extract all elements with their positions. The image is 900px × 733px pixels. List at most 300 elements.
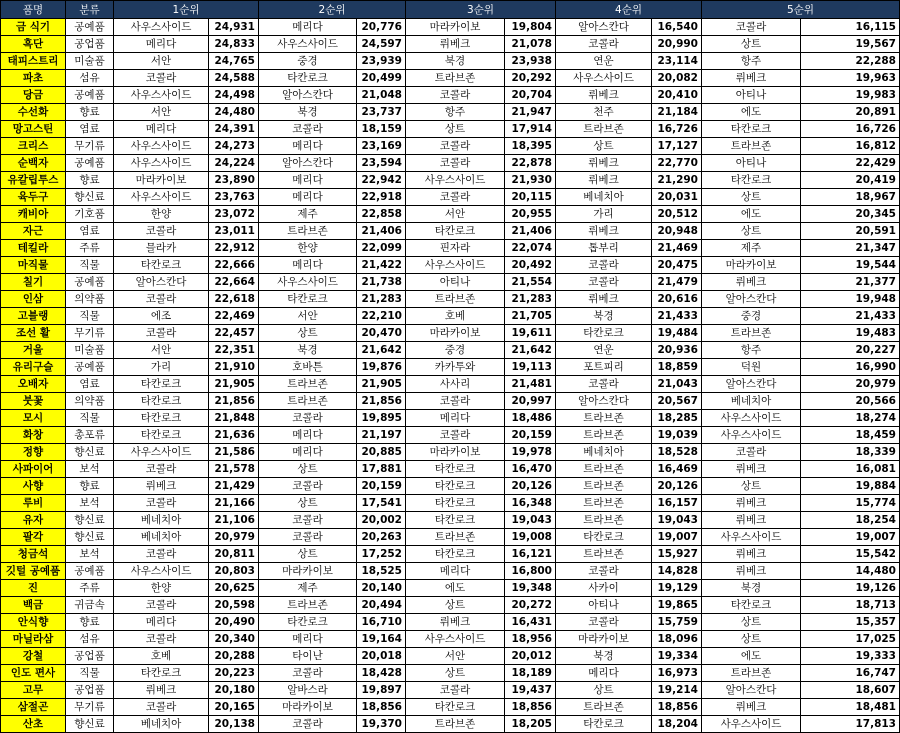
rank-2-city: 메리다 [259, 444, 357, 461]
rank-1-city: 에조 [114, 308, 209, 325]
rank-4-price: 20,082 [652, 70, 702, 87]
item-category: 직물 [66, 410, 114, 427]
rank-4-city: 사카이 [556, 580, 652, 597]
rank-1-city: 타칸로크 [114, 393, 209, 410]
rank-5-price: 19,007 [801, 529, 900, 546]
table-row [1, 512, 900, 529]
rank-3-city: 카카투와 [406, 359, 505, 376]
rank-5-city: 뤼베크 [702, 512, 801, 529]
rank-4-price: 21,184 [652, 104, 702, 121]
rank-3-price: 20,126 [505, 478, 556, 495]
rank-3-city: 뤼베크 [406, 614, 505, 631]
rank-3-price: 20,159 [505, 427, 556, 444]
rank-4-city: 타칸로크 [556, 529, 652, 546]
rank-1-city: 코콜라 [114, 291, 209, 308]
rank-5-price: 22,288 [801, 53, 900, 70]
rank-3-city: 호베 [406, 308, 505, 325]
rank-1-price: 24,480 [209, 104, 259, 121]
rank-5-price: 20,591 [801, 223, 900, 240]
rank-5-price: 16,990 [801, 359, 900, 376]
rank-5-price: 16,081 [801, 461, 900, 478]
rank-2-city: 상트 [259, 461, 357, 478]
rank-3-price: 18,189 [505, 665, 556, 682]
table-row [1, 478, 900, 495]
item-category: 직물 [66, 308, 114, 325]
item-category: 향료 [66, 478, 114, 495]
rank-1-city: 베네치아 [114, 529, 209, 546]
item-category: 미술품 [66, 342, 114, 359]
rank-3-city: 트라브존 [406, 70, 505, 87]
item-name: 자근 [1, 223, 66, 240]
rank-3-price: 16,800 [505, 563, 556, 580]
table-row [1, 121, 900, 138]
rank-5-city: 상트 [702, 614, 801, 631]
item-category: 미술품 [66, 53, 114, 70]
rank-4-city: 트라브존 [556, 461, 652, 478]
rank-3-price: 18,486 [505, 410, 556, 427]
item-name: 백금 [1, 597, 66, 614]
rank-5-city: 트라브존 [702, 665, 801, 682]
rank-5-price: 18,713 [801, 597, 900, 614]
item-category: 보석 [66, 461, 114, 478]
table-row [1, 410, 900, 427]
rank-4-price: 22,770 [652, 155, 702, 172]
rank-1-city: 마라카이보 [114, 172, 209, 189]
rank-5-city: 뤼베크 [702, 563, 801, 580]
rank-4-city: 타칸로크 [556, 716, 652, 733]
rank-2-city: 사우스사이드 [259, 36, 357, 53]
rank-5-city: 아티나 [702, 155, 801, 172]
rank-1-city: 믈라카 [114, 240, 209, 257]
rank-3-city: 에도 [406, 580, 505, 597]
rank-4-price: 19,043 [652, 512, 702, 529]
rank-4-city: 베네치아 [556, 444, 652, 461]
rank-1-city: 코콜라 [114, 223, 209, 240]
rank-1-price: 20,165 [209, 699, 259, 716]
rank-5-price: 16,726 [801, 121, 900, 138]
rank-3-city: 상트 [406, 121, 505, 138]
rank-5-city: 뤼베크 [702, 70, 801, 87]
rank-1-price: 24,391 [209, 121, 259, 138]
rank-1-city: 사우스사이드 [114, 19, 209, 36]
rank-1-city: 사우스사이드 [114, 155, 209, 172]
rank-5-price: 18,254 [801, 512, 900, 529]
item-category: 공업품 [66, 36, 114, 53]
rank-2-city: 호바튼 [259, 359, 357, 376]
rank-1-city: 메리다 [114, 36, 209, 53]
table-row [1, 87, 900, 104]
rank-2-price: 20,159 [357, 478, 406, 495]
rank-3-city: 코콜라 [406, 189, 505, 206]
item-name: 산초 [1, 716, 66, 733]
item-category: 기호품 [66, 206, 114, 223]
item-name: 칠기 [1, 274, 66, 291]
rank-2-city: 코콜라 [259, 529, 357, 546]
rank-4-city: 뤼베크 [556, 223, 652, 240]
header-rank-5: 5순위 [702, 1, 900, 19]
rank-1-city: 사우스사이드 [114, 189, 209, 206]
rank-5-city: 트라브존 [702, 325, 801, 342]
rank-5-price: 14,480 [801, 563, 900, 580]
rank-2-city: 상트 [259, 325, 357, 342]
rank-5-price: 19,567 [801, 36, 900, 53]
rank-1-city: 타칸로크 [114, 427, 209, 444]
rank-1-price: 20,811 [209, 546, 259, 563]
rank-4-price: 21,433 [652, 308, 702, 325]
item-name: 순백자 [1, 155, 66, 172]
rank-5-price: 19,884 [801, 478, 900, 495]
item-name: 진 [1, 580, 66, 597]
header-item-name: 품명 [1, 1, 66, 19]
item-category: 향신료 [66, 444, 114, 461]
item-category: 의약품 [66, 393, 114, 410]
item-category: 공예품 [66, 155, 114, 172]
rank-5-city: 제주 [702, 240, 801, 257]
rank-3-city: 서안 [406, 648, 505, 665]
item-category: 무기류 [66, 325, 114, 342]
rank-2-city: 트라브존 [259, 597, 357, 614]
item-name: 안식향 [1, 614, 66, 631]
rank-2-price: 18,525 [357, 563, 406, 580]
header-rank-2: 2순위 [259, 1, 406, 19]
rank-3-city: 코콜라 [406, 87, 505, 104]
rank-4-price: 21,479 [652, 274, 702, 291]
rank-2-city: 메리다 [259, 427, 357, 444]
rank-2-price: 18,856 [357, 699, 406, 716]
rank-2-city: 중경 [259, 53, 357, 70]
rank-3-price: 21,947 [505, 104, 556, 121]
table-row [1, 716, 900, 733]
rank-2-city: 상트 [259, 546, 357, 563]
item-category: 주류 [66, 240, 114, 257]
rank-3-price: 19,804 [505, 19, 556, 36]
rank-5-price: 19,983 [801, 87, 900, 104]
item-category: 염료 [66, 121, 114, 138]
rank-4-city: 트라브존 [556, 121, 652, 138]
rank-3-price: 20,292 [505, 70, 556, 87]
rank-4-price: 18,528 [652, 444, 702, 461]
rank-2-price: 17,881 [357, 461, 406, 478]
header-rank-4: 4순위 [556, 1, 702, 19]
item-category: 공예품 [66, 359, 114, 376]
rank-1-price: 21,578 [209, 461, 259, 478]
rank-5-city: 에도 [702, 104, 801, 121]
item-name: 조선 활 [1, 325, 66, 342]
rank-3-city: 중경 [406, 342, 505, 359]
table-row [1, 104, 900, 121]
rank-2-price: 23,169 [357, 138, 406, 155]
rank-3-price: 16,121 [505, 546, 556, 563]
rank-4-price: 21,290 [652, 172, 702, 189]
item-name: 당금 [1, 87, 66, 104]
rank-4-city: 뤼베크 [556, 172, 652, 189]
rank-4-city: 트라브존 [556, 546, 652, 563]
item-category: 향료 [66, 172, 114, 189]
table-row [1, 19, 900, 36]
rank-3-city: 핀자라 [406, 240, 505, 257]
rank-1-city: 코콜라 [114, 546, 209, 563]
rank-4-price: 18,856 [652, 699, 702, 716]
rank-5-city: 중경 [702, 308, 801, 325]
rank-3-city: 뤼베크 [406, 36, 505, 53]
rank-4-price: 21,043 [652, 376, 702, 393]
rank-5-price: 19,544 [801, 257, 900, 274]
rank-5-price: 22,429 [801, 155, 900, 172]
rank-1-city: 사우스사이드 [114, 444, 209, 461]
header-row [1, 1, 900, 19]
rank-2-price: 22,942 [357, 172, 406, 189]
item-category: 섬유 [66, 70, 114, 87]
rank-2-price: 22,099 [357, 240, 406, 257]
rank-2-price: 21,197 [357, 427, 406, 444]
rank-4-city: 아티나 [556, 597, 652, 614]
rank-4-price: 16,726 [652, 121, 702, 138]
rank-4-price: 16,540 [652, 19, 702, 36]
item-name: 사향 [1, 478, 66, 495]
item-name: 루비 [1, 495, 66, 512]
rank-3-price: 20,492 [505, 257, 556, 274]
rank-1-price: 24,224 [209, 155, 259, 172]
item-name: 고블랭 [1, 308, 66, 325]
rank-4-price: 19,039 [652, 427, 702, 444]
rank-2-city: 메리다 [259, 138, 357, 155]
rank-5-price: 19,333 [801, 648, 900, 665]
rank-1-city: 코콜라 [114, 70, 209, 87]
rank-2-city: 트라브존 [259, 223, 357, 240]
rank-1-price: 22,618 [209, 291, 259, 308]
rank-2-price: 17,252 [357, 546, 406, 563]
rank-4-price: 18,204 [652, 716, 702, 733]
rank-4-city: 상트 [556, 138, 652, 155]
rank-2-price: 20,494 [357, 597, 406, 614]
rank-3-city: 타칸로크 [406, 546, 505, 563]
rank-5-price: 18,481 [801, 699, 900, 716]
rank-3-city: 사사리 [406, 376, 505, 393]
rank-5-price: 18,607 [801, 682, 900, 699]
rank-1-city: 베네치아 [114, 716, 209, 733]
rank-5-city: 코콜라 [702, 19, 801, 36]
rank-1-price: 24,765 [209, 53, 259, 70]
rank-1-city: 사우스사이드 [114, 138, 209, 155]
item-category: 보석 [66, 546, 114, 563]
rank-5-price: 18,459 [801, 427, 900, 444]
rank-3-price: 18,205 [505, 716, 556, 733]
table-row [1, 291, 900, 308]
item-category: 공예품 [66, 87, 114, 104]
rank-5-price: 21,347 [801, 240, 900, 257]
rank-3-city: 타칸로크 [406, 223, 505, 240]
item-category: 보석 [66, 495, 114, 512]
rank-5-city: 알아스칸다 [702, 291, 801, 308]
rank-5-price: 16,812 [801, 138, 900, 155]
rank-2-price: 21,406 [357, 223, 406, 240]
rank-5-price: 20,979 [801, 376, 900, 393]
rank-1-price: 20,979 [209, 529, 259, 546]
rank-1-city: 뤼베크 [114, 478, 209, 495]
rank-3-price: 18,956 [505, 631, 556, 648]
rank-1-city: 알아스칸다 [114, 274, 209, 291]
item-name: 크리스 [1, 138, 66, 155]
rank-4-city: 트라브존 [556, 512, 652, 529]
item-category: 공예품 [66, 19, 114, 36]
rank-1-city: 사우스사이드 [114, 87, 209, 104]
rank-1-price: 20,180 [209, 682, 259, 699]
rank-5-price: 17,813 [801, 716, 900, 733]
rank-5-city: 에도 [702, 206, 801, 223]
rank-5-price: 19,483 [801, 325, 900, 342]
rank-5-city: 항주 [702, 342, 801, 359]
rank-4-price: 20,990 [652, 36, 702, 53]
rank-2-city: 타칸로크 [259, 70, 357, 87]
rank-4-city: 트라브존 [556, 699, 652, 716]
rank-2-city: 마라카이보 [259, 563, 357, 580]
table-row [1, 665, 900, 682]
rank-2-city: 제주 [259, 580, 357, 597]
rank-1-price: 23,763 [209, 189, 259, 206]
rank-5-price: 19,963 [801, 70, 900, 87]
table-row [1, 359, 900, 376]
rank-2-city: 코콜라 [259, 478, 357, 495]
rank-3-price: 21,078 [505, 36, 556, 53]
item-name: 흑단 [1, 36, 66, 53]
header-category: 분류 [66, 1, 114, 19]
rank-1-price: 22,469 [209, 308, 259, 325]
rank-4-city: 가리 [556, 206, 652, 223]
rank-2-price: 21,856 [357, 393, 406, 410]
rank-3-price: 20,272 [505, 597, 556, 614]
item-name: 오배자 [1, 376, 66, 393]
item-name: 마직물 [1, 257, 66, 274]
rank-4-city: 트라브존 [556, 495, 652, 512]
rank-5-price: 20,227 [801, 342, 900, 359]
table-row [1, 53, 900, 70]
item-category: 향신료 [66, 529, 114, 546]
rank-4-city: 뤼베크 [556, 155, 652, 172]
rank-1-city: 한양 [114, 580, 209, 597]
table-row [1, 546, 900, 563]
rank-1-price: 21,166 [209, 495, 259, 512]
item-category: 공업품 [66, 648, 114, 665]
rank-3-price: 19,611 [505, 325, 556, 342]
item-category: 공업품 [66, 682, 114, 699]
rank-2-price: 21,048 [357, 87, 406, 104]
rank-2-city: 알아스칸다 [259, 155, 357, 172]
table-row [1, 444, 900, 461]
item-name: 정향 [1, 444, 66, 461]
rank-1-price: 22,457 [209, 325, 259, 342]
rank-4-city: 천주 [556, 104, 652, 121]
rank-5-city: 에도 [702, 648, 801, 665]
rank-5-city: 알아스칸다 [702, 682, 801, 699]
item-category: 공예품 [66, 563, 114, 580]
item-category: 직물 [66, 257, 114, 274]
rank-1-price: 20,803 [209, 563, 259, 580]
rank-3-price: 21,705 [505, 308, 556, 325]
rank-3-city: 항주 [406, 104, 505, 121]
rank-1-city: 베네치아 [114, 512, 209, 529]
rank-4-city: 메리다 [556, 665, 652, 682]
item-name: 수선화 [1, 104, 66, 121]
item-name: 강철 [1, 648, 66, 665]
table-row [1, 614, 900, 631]
rank-1-city: 서안 [114, 342, 209, 359]
rank-4-price: 20,936 [652, 342, 702, 359]
rank-3-price: 21,406 [505, 223, 556, 240]
rank-2-city: 트라브존 [259, 376, 357, 393]
rank-1-price: 24,498 [209, 87, 259, 104]
item-name: 망고스틴 [1, 121, 66, 138]
rank-2-price: 20,018 [357, 648, 406, 665]
rank-3-city: 트라브존 [406, 529, 505, 546]
rank-5-price: 15,542 [801, 546, 900, 563]
rank-4-price: 16,157 [652, 495, 702, 512]
rank-4-price: 20,410 [652, 87, 702, 104]
rank-2-city: 코콜라 [259, 512, 357, 529]
item-category: 향신료 [66, 512, 114, 529]
rank-5-city: 베네치아 [702, 393, 801, 410]
item-name: 붓꽃 [1, 393, 66, 410]
rank-3-price: 19,348 [505, 580, 556, 597]
rank-1-city: 서안 [114, 104, 209, 121]
table-row [1, 563, 900, 580]
rank-1-city: 코콜라 [114, 631, 209, 648]
rank-1-city: 사우스사이드 [114, 563, 209, 580]
item-category: 향료 [66, 614, 114, 631]
rank-4-city: 북경 [556, 648, 652, 665]
rank-2-price: 21,738 [357, 274, 406, 291]
rank-2-city: 마라카이보 [259, 699, 357, 716]
rank-2-city: 메리다 [259, 172, 357, 189]
item-category: 총포류 [66, 427, 114, 444]
rank-3-price: 16,348 [505, 495, 556, 512]
rank-4-price: 18,285 [652, 410, 702, 427]
table-row [1, 427, 900, 444]
rank-3-price: 20,997 [505, 393, 556, 410]
item-name: 테킬라 [1, 240, 66, 257]
rank-1-price: 22,666 [209, 257, 259, 274]
rank-5-city: 타칸로크 [702, 597, 801, 614]
rank-3-price: 22,074 [505, 240, 556, 257]
rank-5-city: 뤼베크 [702, 699, 801, 716]
rank-5-price: 15,774 [801, 495, 900, 512]
rank-2-price: 19,164 [357, 631, 406, 648]
rank-1-price: 20,490 [209, 614, 259, 631]
rank-1-city: 메리다 [114, 614, 209, 631]
item-category: 공예품 [66, 274, 114, 291]
table-body [1, 19, 900, 733]
rank-4-city: 상트 [556, 682, 652, 699]
table-row [1, 189, 900, 206]
table-row [1, 257, 900, 274]
rank-3-city: 서안 [406, 206, 505, 223]
table-row [1, 529, 900, 546]
rank-4-price: 19,007 [652, 529, 702, 546]
table-row [1, 648, 900, 665]
rank-4-price: 19,865 [652, 597, 702, 614]
item-category: 염료 [66, 223, 114, 240]
rank-2-price: 19,895 [357, 410, 406, 427]
rank-4-city: 트라브존 [556, 478, 652, 495]
rank-4-city: 사우스사이드 [556, 70, 652, 87]
rank-2-price: 23,594 [357, 155, 406, 172]
rank-2-price: 19,370 [357, 716, 406, 733]
rank-5-city: 상트 [702, 223, 801, 240]
rank-5-price: 18,339 [801, 444, 900, 461]
rank-3-price: 19,978 [505, 444, 556, 461]
item-category: 의약품 [66, 291, 114, 308]
rank-2-city: 제주 [259, 206, 357, 223]
rank-3-city: 사우스사이드 [406, 631, 505, 648]
